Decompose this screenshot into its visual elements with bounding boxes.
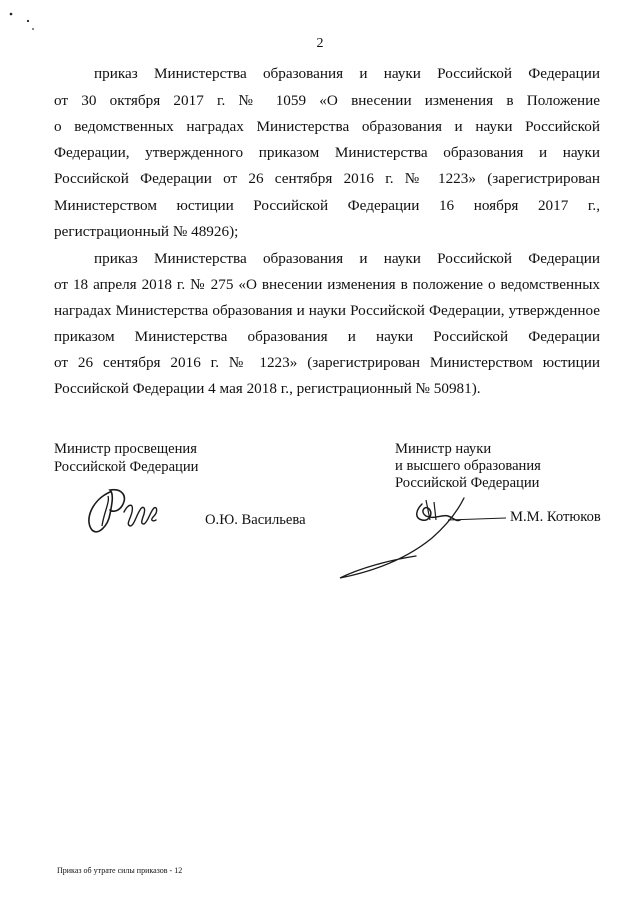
signatory-title-line: и высшего образования [395, 458, 541, 474]
paragraph-line: наградах Министерства образования и науки Российской Федерации, утвержденное [54, 302, 600, 319]
paragraph-line: о ведомственных наградах Министерства образования и науки Российской [54, 118, 600, 135]
signatory-title-line: Российской Федерации [395, 475, 540, 491]
paragraph-line: Российской Федерации от 26 сентября 2016 г. № 1223» (зарегистрирован [54, 170, 600, 187]
page-footer: Приказ об утрате силы приказов - 12 [57, 866, 183, 875]
signatory-title-line: Министр науки [395, 441, 492, 457]
handwritten-signature-right [330, 490, 510, 585]
scan-specks [0, 0, 60, 40]
page-number: 2 [316, 36, 324, 51]
paragraph-line: от 18 апреля 2018 г. № 275 «О внесении изменения в положение о ведомственных [54, 276, 600, 293]
paragraph-line: от 26 сентября 2016 г. № 1223» (зарегистрирован Министерством юстиции [54, 354, 600, 371]
paragraph-line: от 30 октября 2017 г. № 1059 «О внесении изменения в Положение [54, 92, 600, 109]
signatory-title-line: Министр просвещения [54, 441, 197, 457]
paragraph-line: Федерации, утвержденного приказом Министерства образования и науки [54, 144, 600, 161]
paragraph-line: приказ Министерства образования и науки Российской Федерации [94, 65, 600, 82]
paragraph-line: регистрационный № 48926); [54, 223, 239, 240]
paragraph-line: приказ Министерства образования и науки Российской Федерации [94, 250, 600, 267]
handwritten-signature-left [80, 486, 170, 538]
signatory-name: О.Ю. Васильева [205, 512, 306, 528]
paragraph-line: приказом Министерства образования и науки Российской Федерации [54, 328, 600, 345]
paragraph-line: Министерством юстиции Российской Федерации 16 ноября 2017 г., [54, 197, 600, 214]
paragraph-line: Российской Федерации 4 мая 2018 г., регистрационный № 50981). [54, 380, 481, 397]
signatory-name: М.М. Котюков [510, 509, 601, 525]
signatory-title-line: Российской Федерации [54, 459, 199, 475]
